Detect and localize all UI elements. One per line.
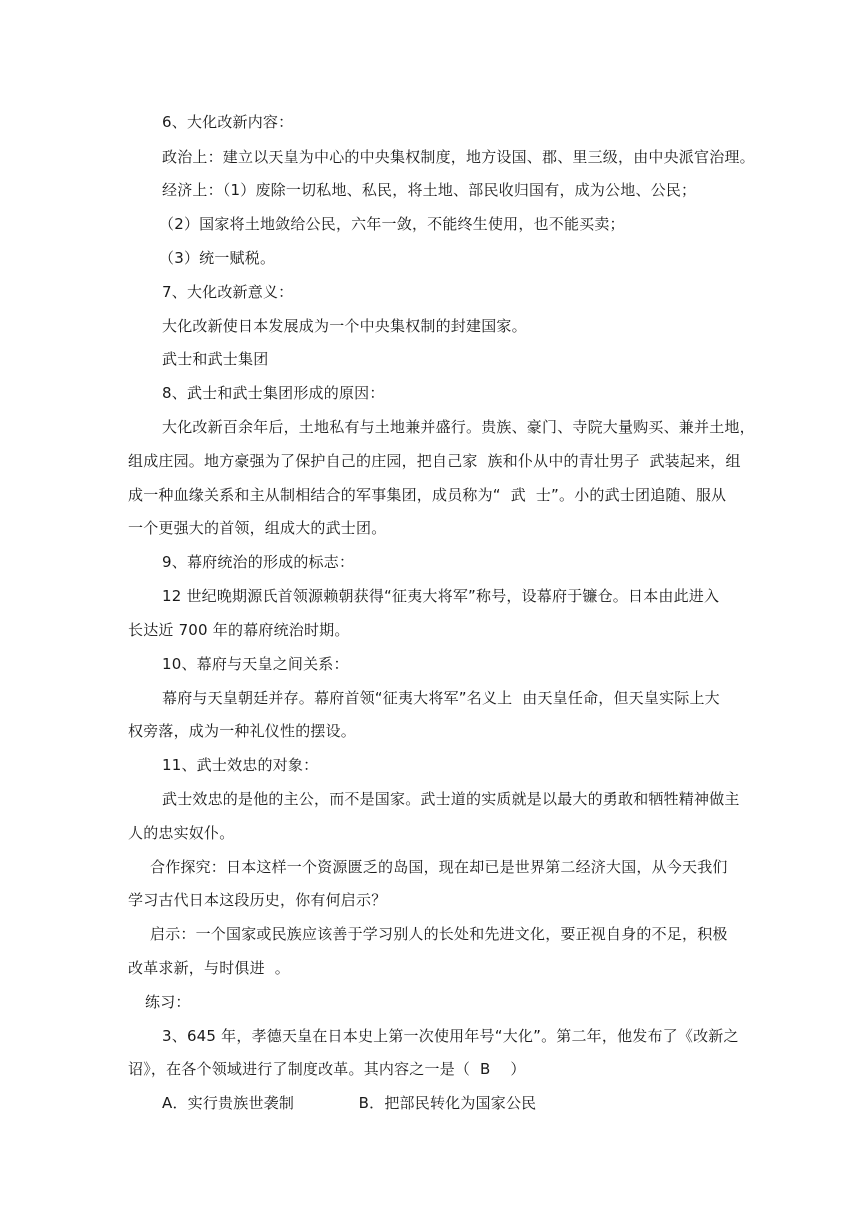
heading-9: 9、幕府统治的形成的标志： bbox=[162, 553, 355, 571]
text-line: 改革求新，与时俱进 。 bbox=[128, 959, 290, 977]
text-line: 12 世纪晚期源氏首领源赖朝获得“征夷大将军”称号，设幕府于镰仓。日本由此进入 bbox=[162, 587, 720, 605]
text-line: 长达近 700 年的幕府统治时期。 bbox=[128, 621, 350, 639]
text-line: 一个更强大的首领，组成大的武士团。 bbox=[128, 519, 387, 537]
question-text: 3、645 年，孝德天皇在日本史上第一次使用年号“大化”。第二年，他发布了《改新之 bbox=[162, 1027, 739, 1045]
answer-options: A．实行贵族世袭制 B．把部民转化为国家公民 bbox=[162, 1094, 537, 1112]
heading-8: 8、武士和武士集团形成的原因： bbox=[162, 384, 385, 402]
text-line: 幕府与天皇朝廷并存。幕府首领“征夷大将军”名义上 由天皇任命，但天皇实际上大 bbox=[162, 689, 720, 707]
text-line: 成一种血缘关系和主从制相结合的军事集团，成员称为“ 武 士”。小的武士团追随、服从 bbox=[128, 486, 727, 504]
question-text: 诏》，在各个领域进行了制度改革。其内容之一是（ B ） bbox=[128, 1060, 526, 1078]
heading-7: 7、大化改新意义： bbox=[162, 283, 294, 301]
text-line: （2）国家将土地敛给公民，六年一敛，不能终生使用，也不能买卖； bbox=[159, 215, 625, 233]
text-line: 经济上：（1）废除一切私地、私民，将土地、部民收归国有，成为公地、公民； bbox=[162, 181, 697, 199]
text-line: 组成庄园。地方豪强为了保护自己的庄园，把自己家 族和仆从中的青壮男子 武装起来，组 bbox=[128, 452, 741, 470]
text-line: 政治上：建立以天皇为中心的中央集权制度，地方设国、郡、里三级，由中央派官治理。 bbox=[162, 148, 755, 166]
text-line: 大化改新使日本发展成为一个中央集权制的封建国家。 bbox=[162, 317, 527, 335]
heading-6: 6、大化改新内容： bbox=[162, 113, 294, 131]
text-line: 人的忠实奴仆。 bbox=[128, 824, 235, 842]
text-line: 启示：一个国家或民族应该善于学习别人的长处和先进文化，要正视自身的不足，积极 bbox=[150, 925, 728, 943]
exercise-title: 练习： bbox=[145, 993, 191, 1011]
heading-11: 11、武士效忠的对象： bbox=[162, 756, 319, 774]
text-line: 大化改新百余年后，土地私有与土地兼并盛行。贵族、豪门、寺院大量购买、兼并土地， bbox=[162, 418, 755, 436]
text-line: （3）统一赋税。 bbox=[159, 249, 276, 267]
text-line: 武士效忠的是他的主公，而不是国家。武士道的实质就是以最大的勇敢和牺牲精神做主 bbox=[162, 790, 740, 808]
text-line: 权旁落，成为一种礼仪性的摆设。 bbox=[128, 722, 357, 740]
text-line: 合作探究：日本这样一个资源匮乏的岛国，现在却已是世界第二经济大国，从今天我们 bbox=[150, 858, 728, 876]
heading-10: 10、幕府与天皇之间关系： bbox=[162, 655, 349, 673]
section-title: 武士和武士集团 bbox=[162, 350, 269, 368]
text-line: 学习古代日本这段历史，你有何启示？ bbox=[128, 891, 387, 909]
